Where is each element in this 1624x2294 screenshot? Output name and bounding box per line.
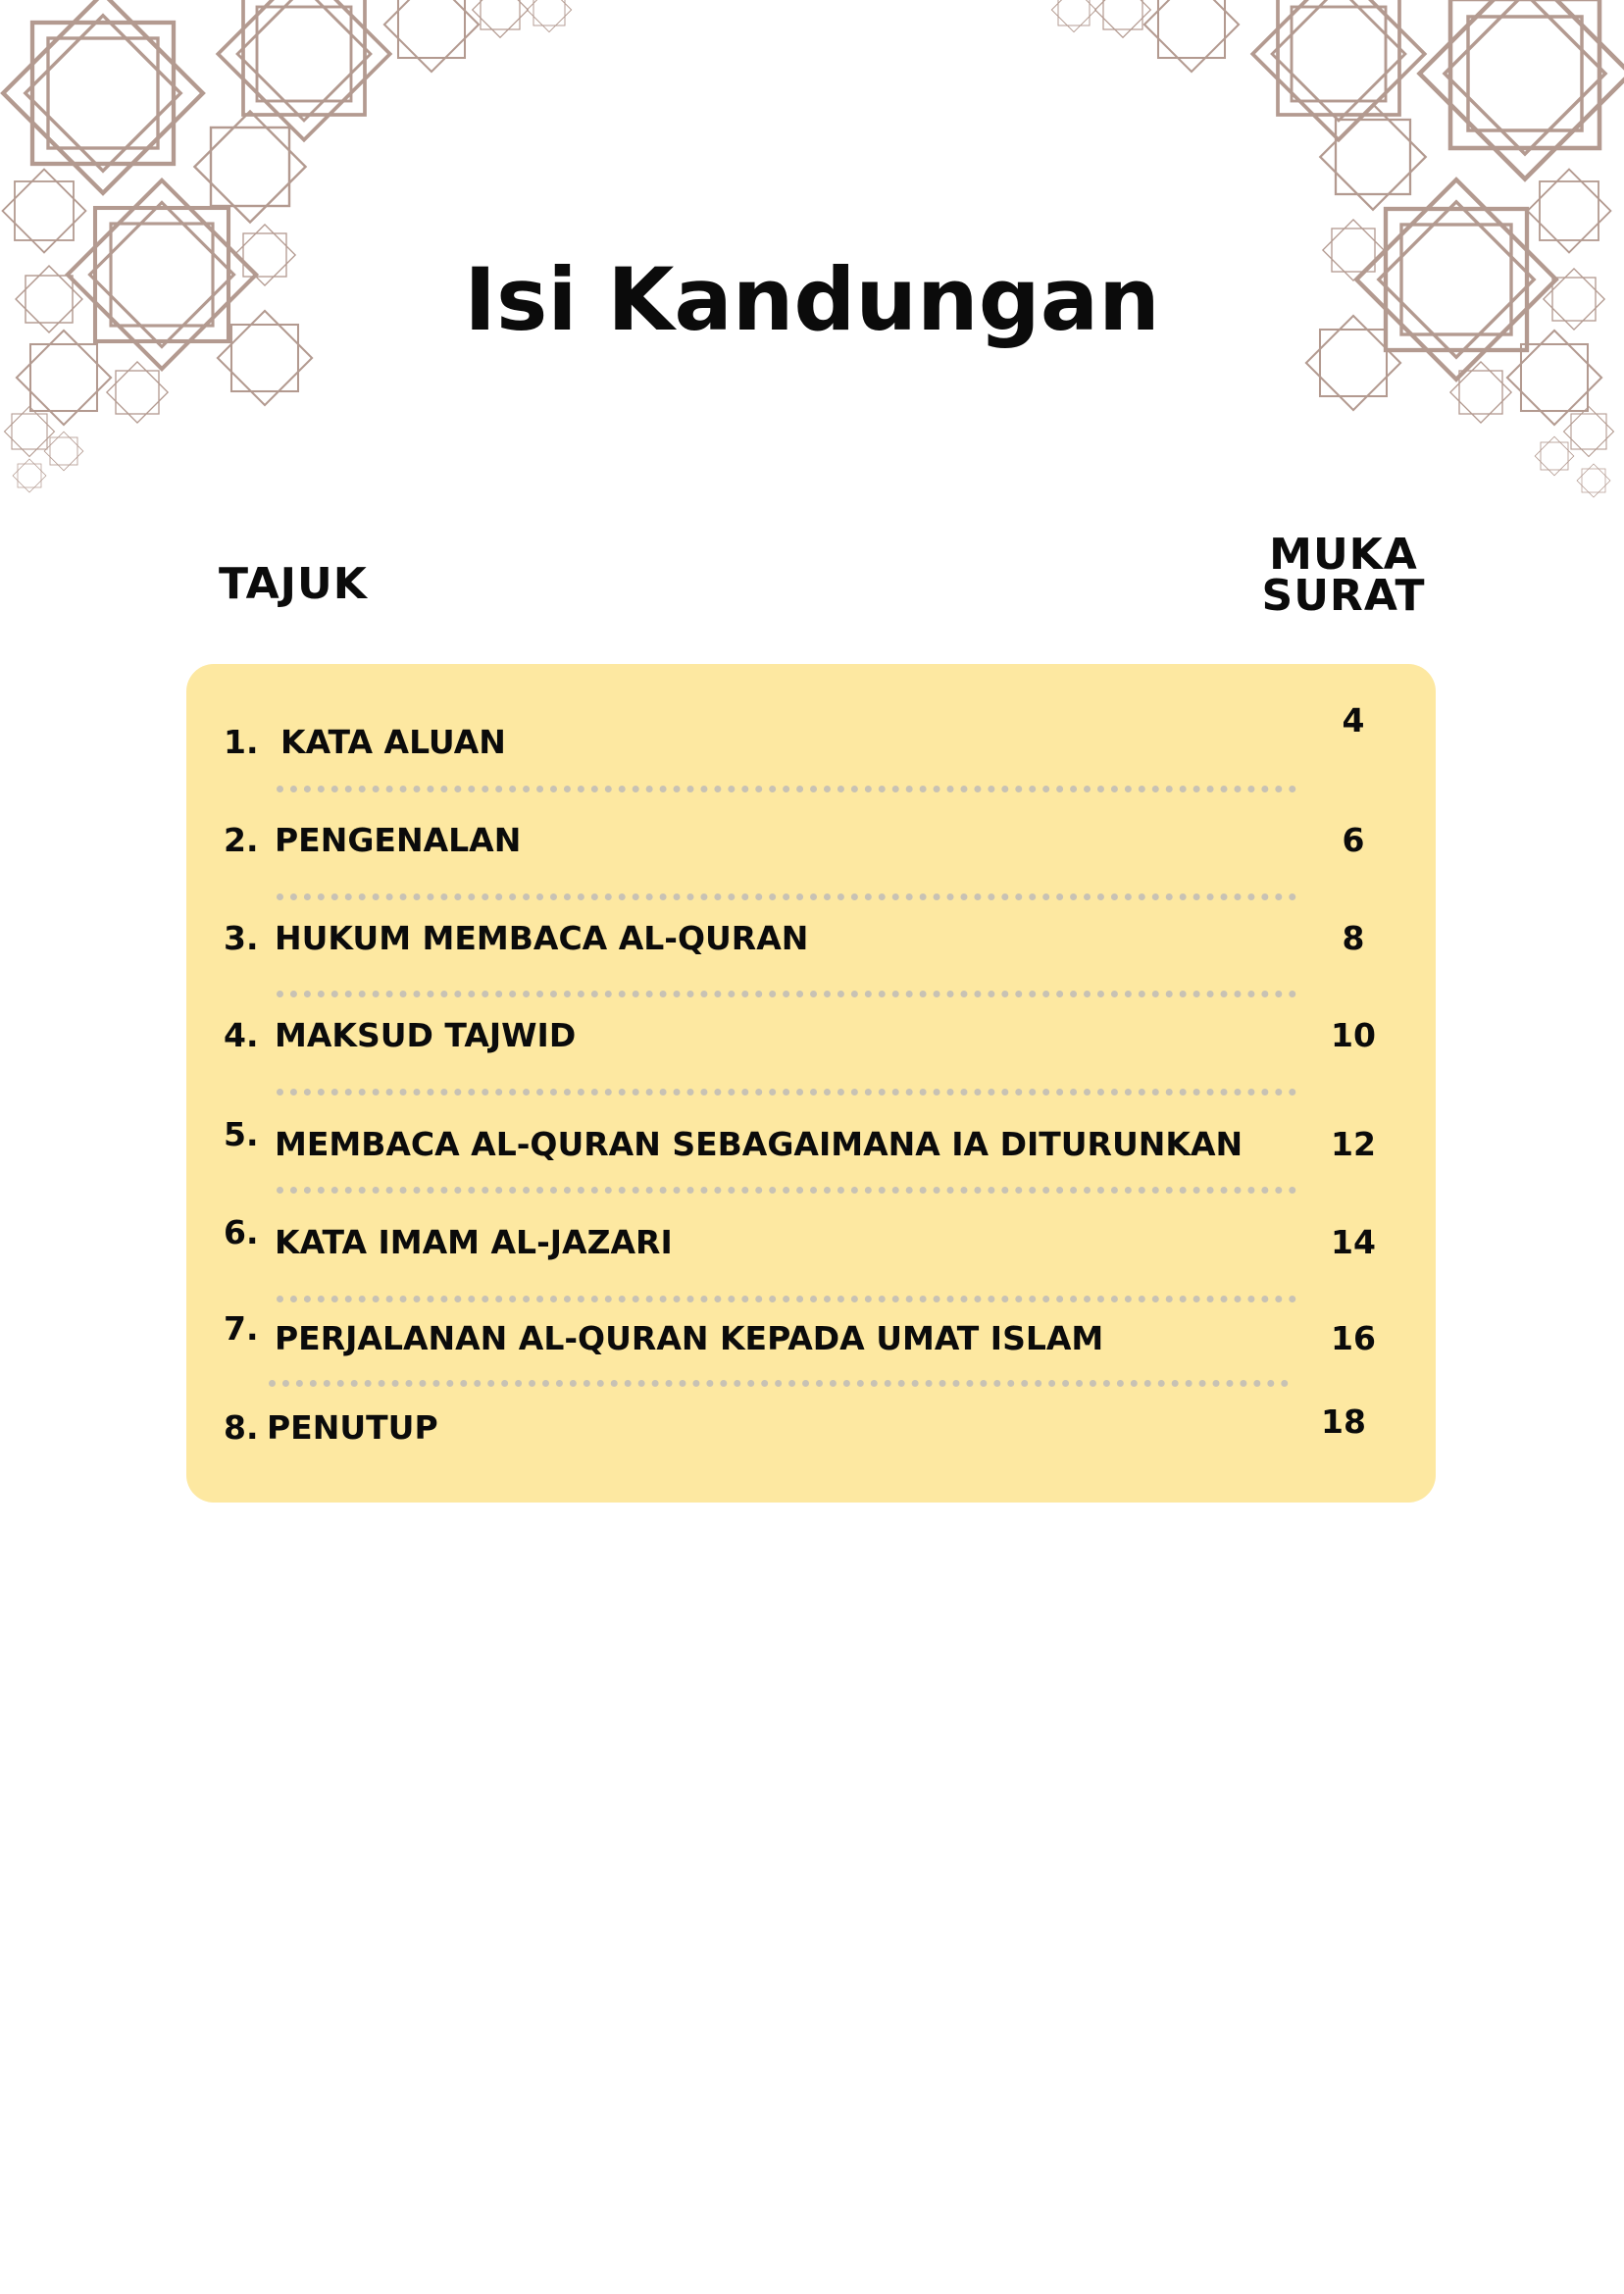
- dotted-separator: [277, 991, 1296, 997]
- toc-title: MAKSUD TAJWID: [275, 1016, 577, 1054]
- toc-page-number: 18: [1321, 1402, 1366, 1441]
- toc-number: 8.: [224, 1408, 259, 1447]
- toc-row-1[interactable]: [186, 701, 1436, 772]
- toc-row-6[interactable]: [186, 1209, 1436, 1268]
- toc-row-3[interactable]: [186, 909, 1436, 968]
- toc-row-4[interactable]: [186, 1006, 1436, 1065]
- column-header-muka-surat: [1245, 530, 1442, 621]
- dotted-separator: [277, 893, 1296, 900]
- dotted-separator: [277, 1296, 1296, 1302]
- toc-page-number: 14: [1331, 1223, 1376, 1261]
- toc-title: PERJALANAN AL-QURAN KEPADA UMAT ISLAM: [275, 1319, 1104, 1357]
- toc-number: 2.: [224, 821, 259, 859]
- column-header-tajuk: TAJUK: [219, 559, 368, 609]
- toc-number: 6.: [224, 1213, 259, 1251]
- toc-number: 7.: [224, 1309, 259, 1348]
- column-header-muka-line1: MUKA: [1269, 530, 1418, 580]
- toc-number: 3.: [224, 919, 259, 957]
- toc-title: MEMBACA AL-QURAN SEBAGAIMANA IA DITURUNKAN: [275, 1125, 1243, 1163]
- toc-page-number: 4: [1342, 701, 1365, 739]
- column-header-muka-line2: SURAT: [1261, 571, 1426, 621]
- toc-number: 5.: [224, 1115, 259, 1153]
- toc-number: 4.: [224, 1016, 259, 1054]
- toc-page-number: 12: [1331, 1125, 1376, 1163]
- toc-page-number: 8: [1342, 919, 1365, 957]
- toc-page-number: 10: [1331, 1016, 1376, 1054]
- toc-row-8[interactable]: [186, 1399, 1436, 1457]
- toc-row-2[interactable]: [186, 811, 1436, 870]
- toc-title: KATA ALUAN: [280, 723, 506, 761]
- dotted-separator: [269, 1380, 1289, 1387]
- dotted-separator: [277, 1089, 1296, 1096]
- toc-title: HUKUM MEMBACA AL-QURAN: [275, 919, 809, 957]
- toc-row-5[interactable]: [186, 1111, 1436, 1170]
- toc-page-number: 16: [1331, 1319, 1376, 1357]
- toc-number: 1.: [224, 723, 259, 761]
- dotted-separator: [277, 1187, 1296, 1194]
- toc-title: PENGENALAN: [275, 821, 522, 859]
- dotted-separator: [277, 786, 1296, 792]
- toc-title: KATA IMAM AL-JAZARI: [275, 1223, 673, 1261]
- table-of-contents-box: [186, 664, 1436, 1503]
- toc-title: PENUTUP: [267, 1408, 438, 1447]
- page-title: Isi Kandungan: [464, 249, 1160, 350]
- toc-page-number: 6: [1342, 821, 1365, 859]
- toc-row-7[interactable]: [186, 1305, 1436, 1364]
